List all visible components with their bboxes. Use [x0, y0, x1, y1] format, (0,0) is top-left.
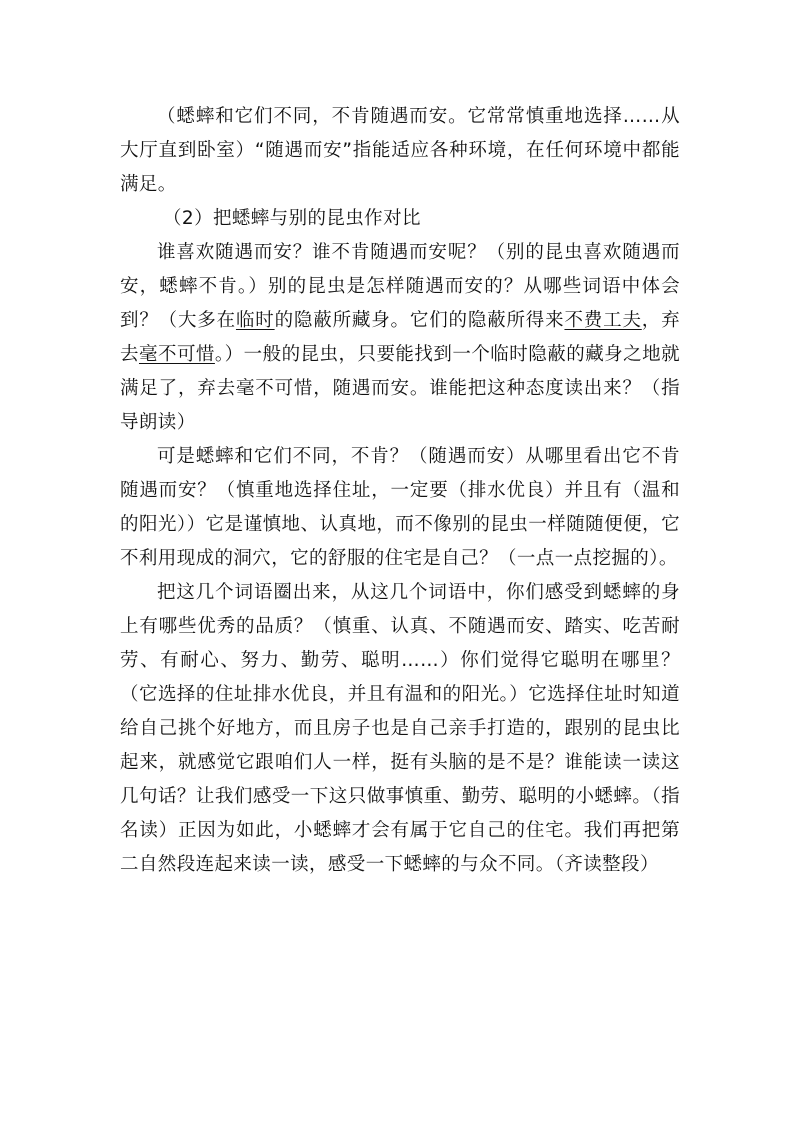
- underlined-term-1: 临时: [235, 310, 275, 331]
- section-heading: （2）把蟋蟀与别的昆虫作对比: [163, 208, 421, 229]
- paragraph-3-text-3: ，弃去: [120, 310, 680, 365]
- paragraph-3-text-4: 。）一般的昆虫，只要能找到一个临时隐蔽的藏身之地就满足了，弃去毫不可惜，随遇而安。谁能把这种态度读出来？（指导朗读）: [120, 344, 680, 433]
- paragraph-3-text-2: 的隐蔽所藏身。它们的隐蔽所得来: [274, 310, 565, 331]
- paragraph-5: 把这几个词语圈出来，从这几个词语中，你们感受到蟋蟀的身上有哪些优秀的品质？（慎重、认真、不随遇而安、踏实、吃苦耐劳、有耐心、努力、勤劳、聪明……）你们觉得它聪明在哪里？（它选择的住址排水优良，并且有温和的阳光。）它选择住址时知道给自己挑个好地方，而且房子也是自己亲手打造的，跟别的昆虫比起来，就感觉它跟咱们人一样，挺有头脑的是不是？谁能读一读这几句话？让我们感受一下这只做事慎重、勤劳、聪明的小蟋蟀。（指名读）正因为如此，小蟋蟀才会有属于它自己的住宅。我们再把第二自然段连起来读一读，感受一下蟋蟀的与众不同。（齐读整段）: [120, 582, 680, 875]
- paragraph-3: [120, 236, 680, 440]
- paragraph-3-text-1: 谁喜欢随遇而安？谁不肯随遇而安呢？（别的昆虫喜欢随遇而安，蟋蟀不肯。）别的昆虫是怎样随遇而安的？从哪些词语中体会到？（大多在: [120, 242, 680, 331]
- paragraph-1: （蟋蟀和它们不同，不肯随遇而安。它常常慎重地选择……从大厅直到卧室）“随遇而安”指能适应各种环境，在任何环境中都能满足。: [120, 106, 680, 195]
- document-body: [120, 100, 680, 882]
- underlined-term-2: 不费工夫: [564, 310, 642, 331]
- paragraph-4: 可是蟋蟀和它们不同，不肯？（随遇而安）从哪里看出它不肯随遇而安？（慎重地选择住址，一定要（排水优良）并且有（温和的阳光））它是谨慎地、认真地，而不像别的昆虫一样随随便便，它不利用现成的洞穴，它的舒服的住宅是自己？（一点一点挖掘的）。: [120, 446, 680, 569]
- underlined-term-3: 毫不可惜: [138, 344, 215, 365]
